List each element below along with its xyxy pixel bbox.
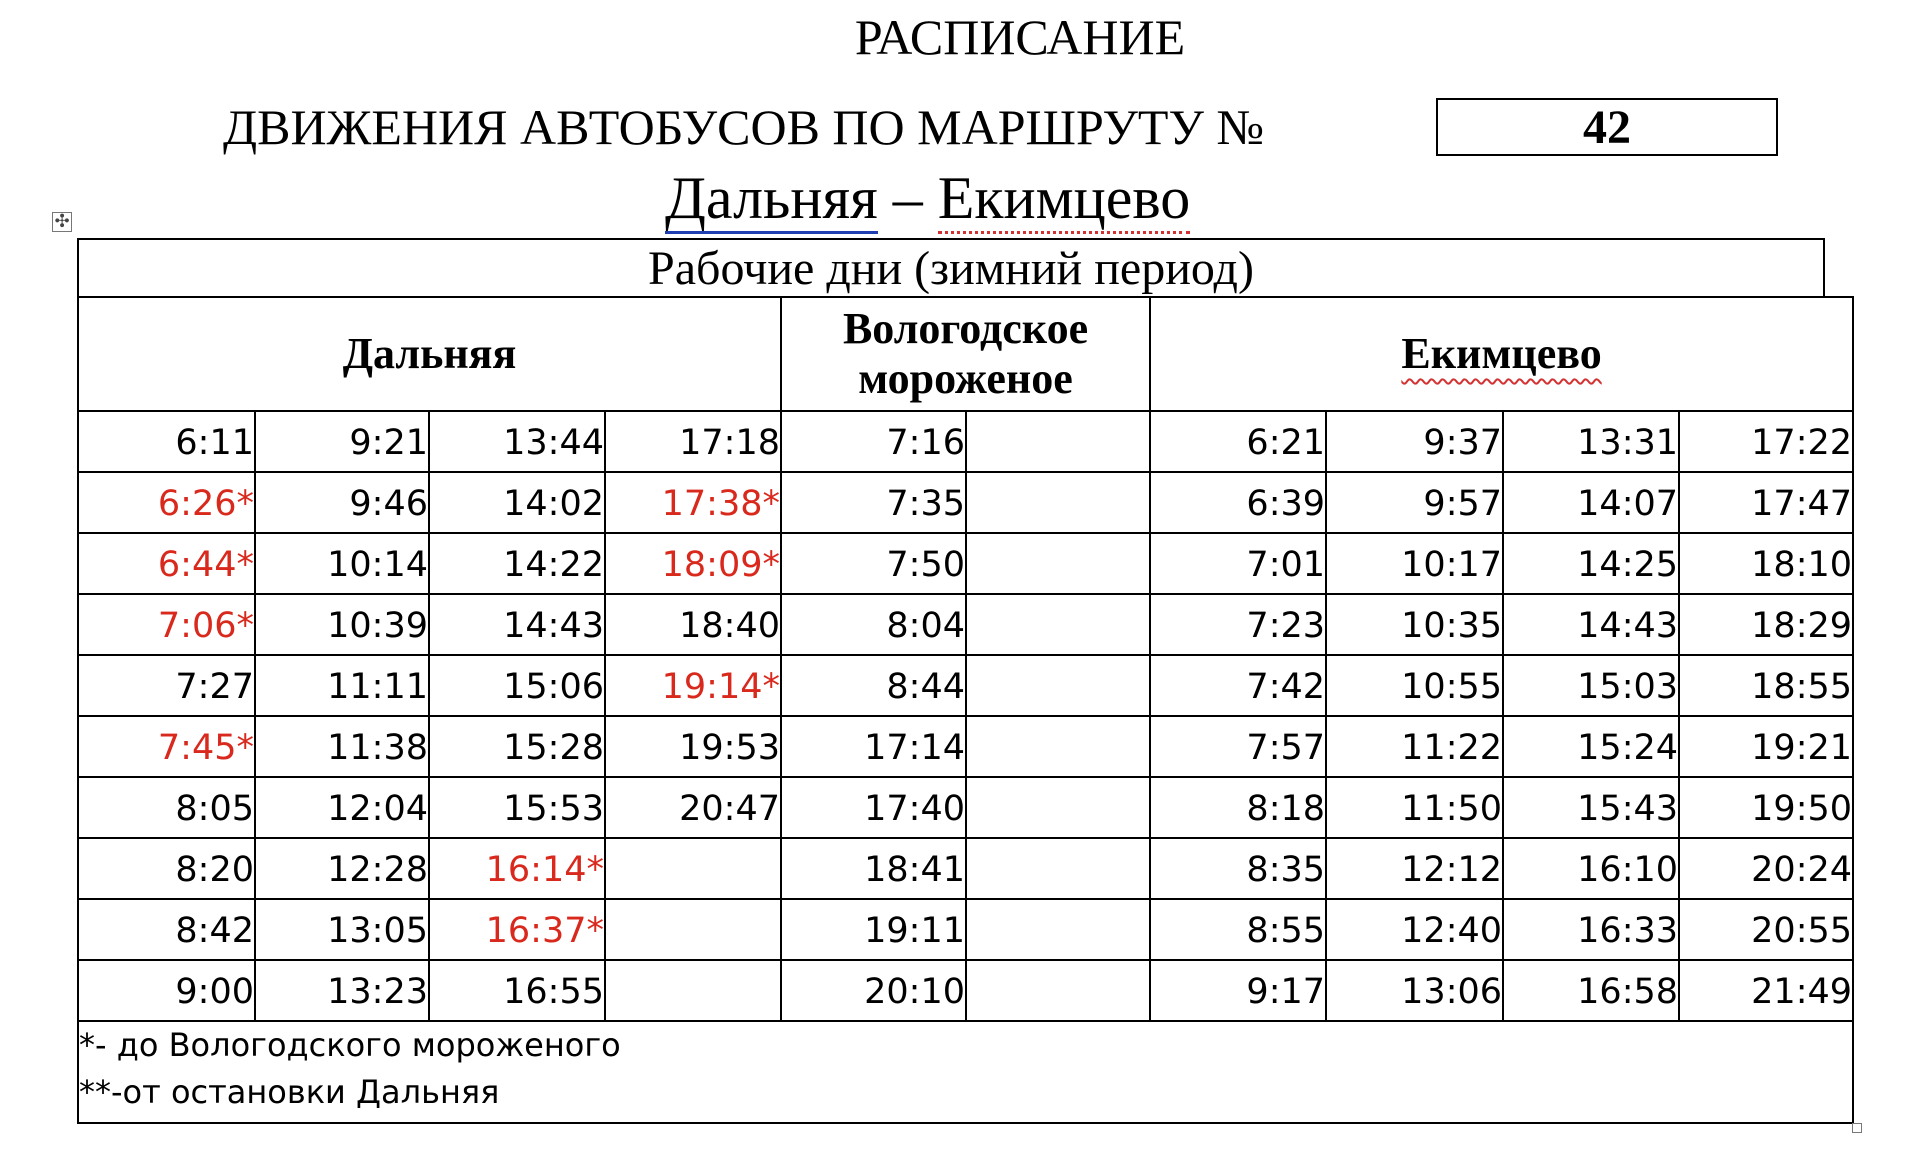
time-cell: 17:38*	[605, 472, 781, 533]
time-cell: 7:57	[1150, 716, 1326, 777]
time-cell: 19:14*	[605, 655, 781, 716]
time-cell: 9:57	[1326, 472, 1503, 533]
time-cell: 6:26*	[78, 472, 255, 533]
time-cell: 18:40	[605, 594, 781, 655]
table-row	[78, 777, 1853, 838]
time-cell: 17:22	[1679, 411, 1853, 472]
stop-header-ekimtsevo-label: Екимцево	[1401, 329, 1602, 378]
time-cell: 16:10	[1503, 838, 1679, 899]
time-cell	[605, 899, 781, 960]
time-cell: 8:42	[78, 899, 255, 960]
route-from: Дальняя	[665, 165, 878, 234]
time-cell: 13:44	[429, 411, 605, 472]
time-cell: 8:05	[78, 777, 255, 838]
notes-cell	[78, 1021, 1853, 1123]
table-row	[78, 472, 1853, 533]
time-cell: 18:41	[781, 838, 966, 899]
time-cell: 18:10	[1679, 533, 1853, 594]
time-cell: 9:17	[1150, 960, 1326, 1021]
time-cell: 7:45*	[78, 716, 255, 777]
stop-header-dalnyaya: Дальняя	[78, 297, 781, 411]
table-row	[78, 655, 1853, 716]
time-cell: 7:42	[1150, 655, 1326, 716]
time-cell	[966, 533, 1150, 594]
table-resize-handle-icon[interactable]	[1852, 1123, 1862, 1133]
time-cell: 15:43	[1503, 777, 1679, 838]
time-cell: 7:50	[781, 533, 966, 594]
time-cell: 8:35	[1150, 838, 1326, 899]
time-cell: 14:22	[429, 533, 605, 594]
notes-row	[78, 1021, 1853, 1123]
route-number-box: 42	[1436, 98, 1778, 156]
time-cell: 12:12	[1326, 838, 1503, 899]
table-row	[78, 838, 1853, 899]
time-cell	[966, 716, 1150, 777]
time-cell: 14:02	[429, 472, 605, 533]
time-cell: 9:00	[78, 960, 255, 1021]
time-cell: 11:11	[255, 655, 429, 716]
time-cell: 16:58	[1503, 960, 1679, 1021]
time-cell: 11:38	[255, 716, 429, 777]
table-row	[78, 533, 1853, 594]
time-cell: 13:31	[1503, 411, 1679, 472]
table-row	[78, 960, 1853, 1021]
stop-header-vologodskoe: Вологодское мороженое	[781, 297, 1150, 411]
time-cell: 15:06	[429, 655, 605, 716]
time-cell: 6:21	[1150, 411, 1326, 472]
title-line2: ДВИЖЕНИЯ АВТОБУСОВ ПО МАРШРУТУ №	[223, 99, 1265, 155]
time-cell: 14:07	[1503, 472, 1679, 533]
time-cell: 8:20	[78, 838, 255, 899]
time-cell: 6:39	[1150, 472, 1326, 533]
time-cell: 18:09*	[605, 533, 781, 594]
time-cell: 17:14	[781, 716, 966, 777]
time-cell: 12:40	[1326, 899, 1503, 960]
stop-header-ekimtsevo	[1150, 297, 1853, 411]
time-cell: 8:55	[1150, 899, 1326, 960]
time-cell: 19:11	[781, 899, 966, 960]
time-cell: 10:14	[255, 533, 429, 594]
time-cell: 16:37*	[429, 899, 605, 960]
time-cell	[966, 655, 1150, 716]
time-cell	[966, 472, 1150, 533]
time-cell: 20:47	[605, 777, 781, 838]
table-row	[78, 411, 1853, 472]
time-cell: 10:17	[1326, 533, 1503, 594]
time-cell: 7:06*	[78, 594, 255, 655]
period-header: Рабочие дни (зимний период)	[77, 238, 1825, 298]
time-cell: 18:29	[1679, 594, 1853, 655]
time-cell: 18:55	[1679, 655, 1853, 716]
time-cell: 13:23	[255, 960, 429, 1021]
time-cell: 16:33	[1503, 899, 1679, 960]
time-cell: 6:11	[78, 411, 255, 472]
time-cell: 8:18	[1150, 777, 1326, 838]
time-cell: 15:53	[429, 777, 605, 838]
time-cell: 17:18	[605, 411, 781, 472]
schedule-table	[77, 296, 1854, 1124]
time-cell: 17:40	[781, 777, 966, 838]
time-cell: 20:55	[1679, 899, 1853, 960]
time-cell: 20:10	[781, 960, 966, 1021]
route-dash: –	[877, 165, 938, 231]
schedule-rows	[78, 411, 1853, 1021]
time-cell: 7:35	[781, 472, 966, 533]
time-cell	[966, 411, 1150, 472]
time-cell: 14:25	[1503, 533, 1679, 594]
time-cell: 9:46	[255, 472, 429, 533]
time-cell	[605, 960, 781, 1021]
table-move-handle-icon[interactable]: ✣	[52, 212, 72, 232]
time-cell: 19:21	[1679, 716, 1853, 777]
time-cell: 7:16	[781, 411, 966, 472]
time-cell: 20:24	[1679, 838, 1853, 899]
time-cell	[966, 777, 1150, 838]
time-cell: 7:27	[78, 655, 255, 716]
time-cell: 14:43	[1503, 594, 1679, 655]
time-cell	[605, 838, 781, 899]
time-cell: 10:35	[1326, 594, 1503, 655]
time-cell: 16:55	[429, 960, 605, 1021]
title-line1: РАСПИСАНИЕ	[854, 9, 1186, 65]
time-cell: 13:06	[1326, 960, 1503, 1021]
time-cell: 15:24	[1503, 716, 1679, 777]
time-cell	[966, 899, 1150, 960]
note-1: *- до Вологодского мороженого	[79, 1026, 621, 1064]
stops-header-row	[78, 297, 1853, 411]
time-cell: 14:43	[429, 594, 605, 655]
time-cell: 15:03	[1503, 655, 1679, 716]
table-row	[78, 899, 1853, 960]
time-cell: 13:05	[255, 899, 429, 960]
time-cell: 21:49	[1679, 960, 1853, 1021]
table-row	[78, 594, 1853, 655]
time-cell	[966, 960, 1150, 1021]
time-cell: 7:01	[1150, 533, 1326, 594]
time-cell: 9:37	[1326, 411, 1503, 472]
time-cell: 10:55	[1326, 655, 1503, 716]
time-cell	[966, 838, 1150, 899]
time-cell: 8:04	[781, 594, 966, 655]
time-cell: 8:44	[781, 655, 966, 716]
time-cell: 12:04	[255, 777, 429, 838]
time-cell: 16:14*	[429, 838, 605, 899]
table-row	[78, 716, 1853, 777]
time-cell	[966, 594, 1150, 655]
time-cell: 19:50	[1679, 777, 1853, 838]
time-cell: 9:21	[255, 411, 429, 472]
time-cell: 11:22	[1326, 716, 1503, 777]
time-cell: 17:47	[1679, 472, 1853, 533]
time-cell: 7:23	[1150, 594, 1326, 655]
route-name	[665, 164, 1190, 233]
time-cell: 10:39	[255, 594, 429, 655]
time-cell: 19:53	[605, 716, 781, 777]
time-cell: 12:28	[255, 838, 429, 899]
time-cell: 15:28	[429, 716, 605, 777]
time-cell: 11:50	[1326, 777, 1503, 838]
time-cell: 6:44*	[78, 533, 255, 594]
note-2: **-от остановки Дальняя	[79, 1073, 500, 1111]
route-to: Екимцево	[938, 165, 1191, 234]
